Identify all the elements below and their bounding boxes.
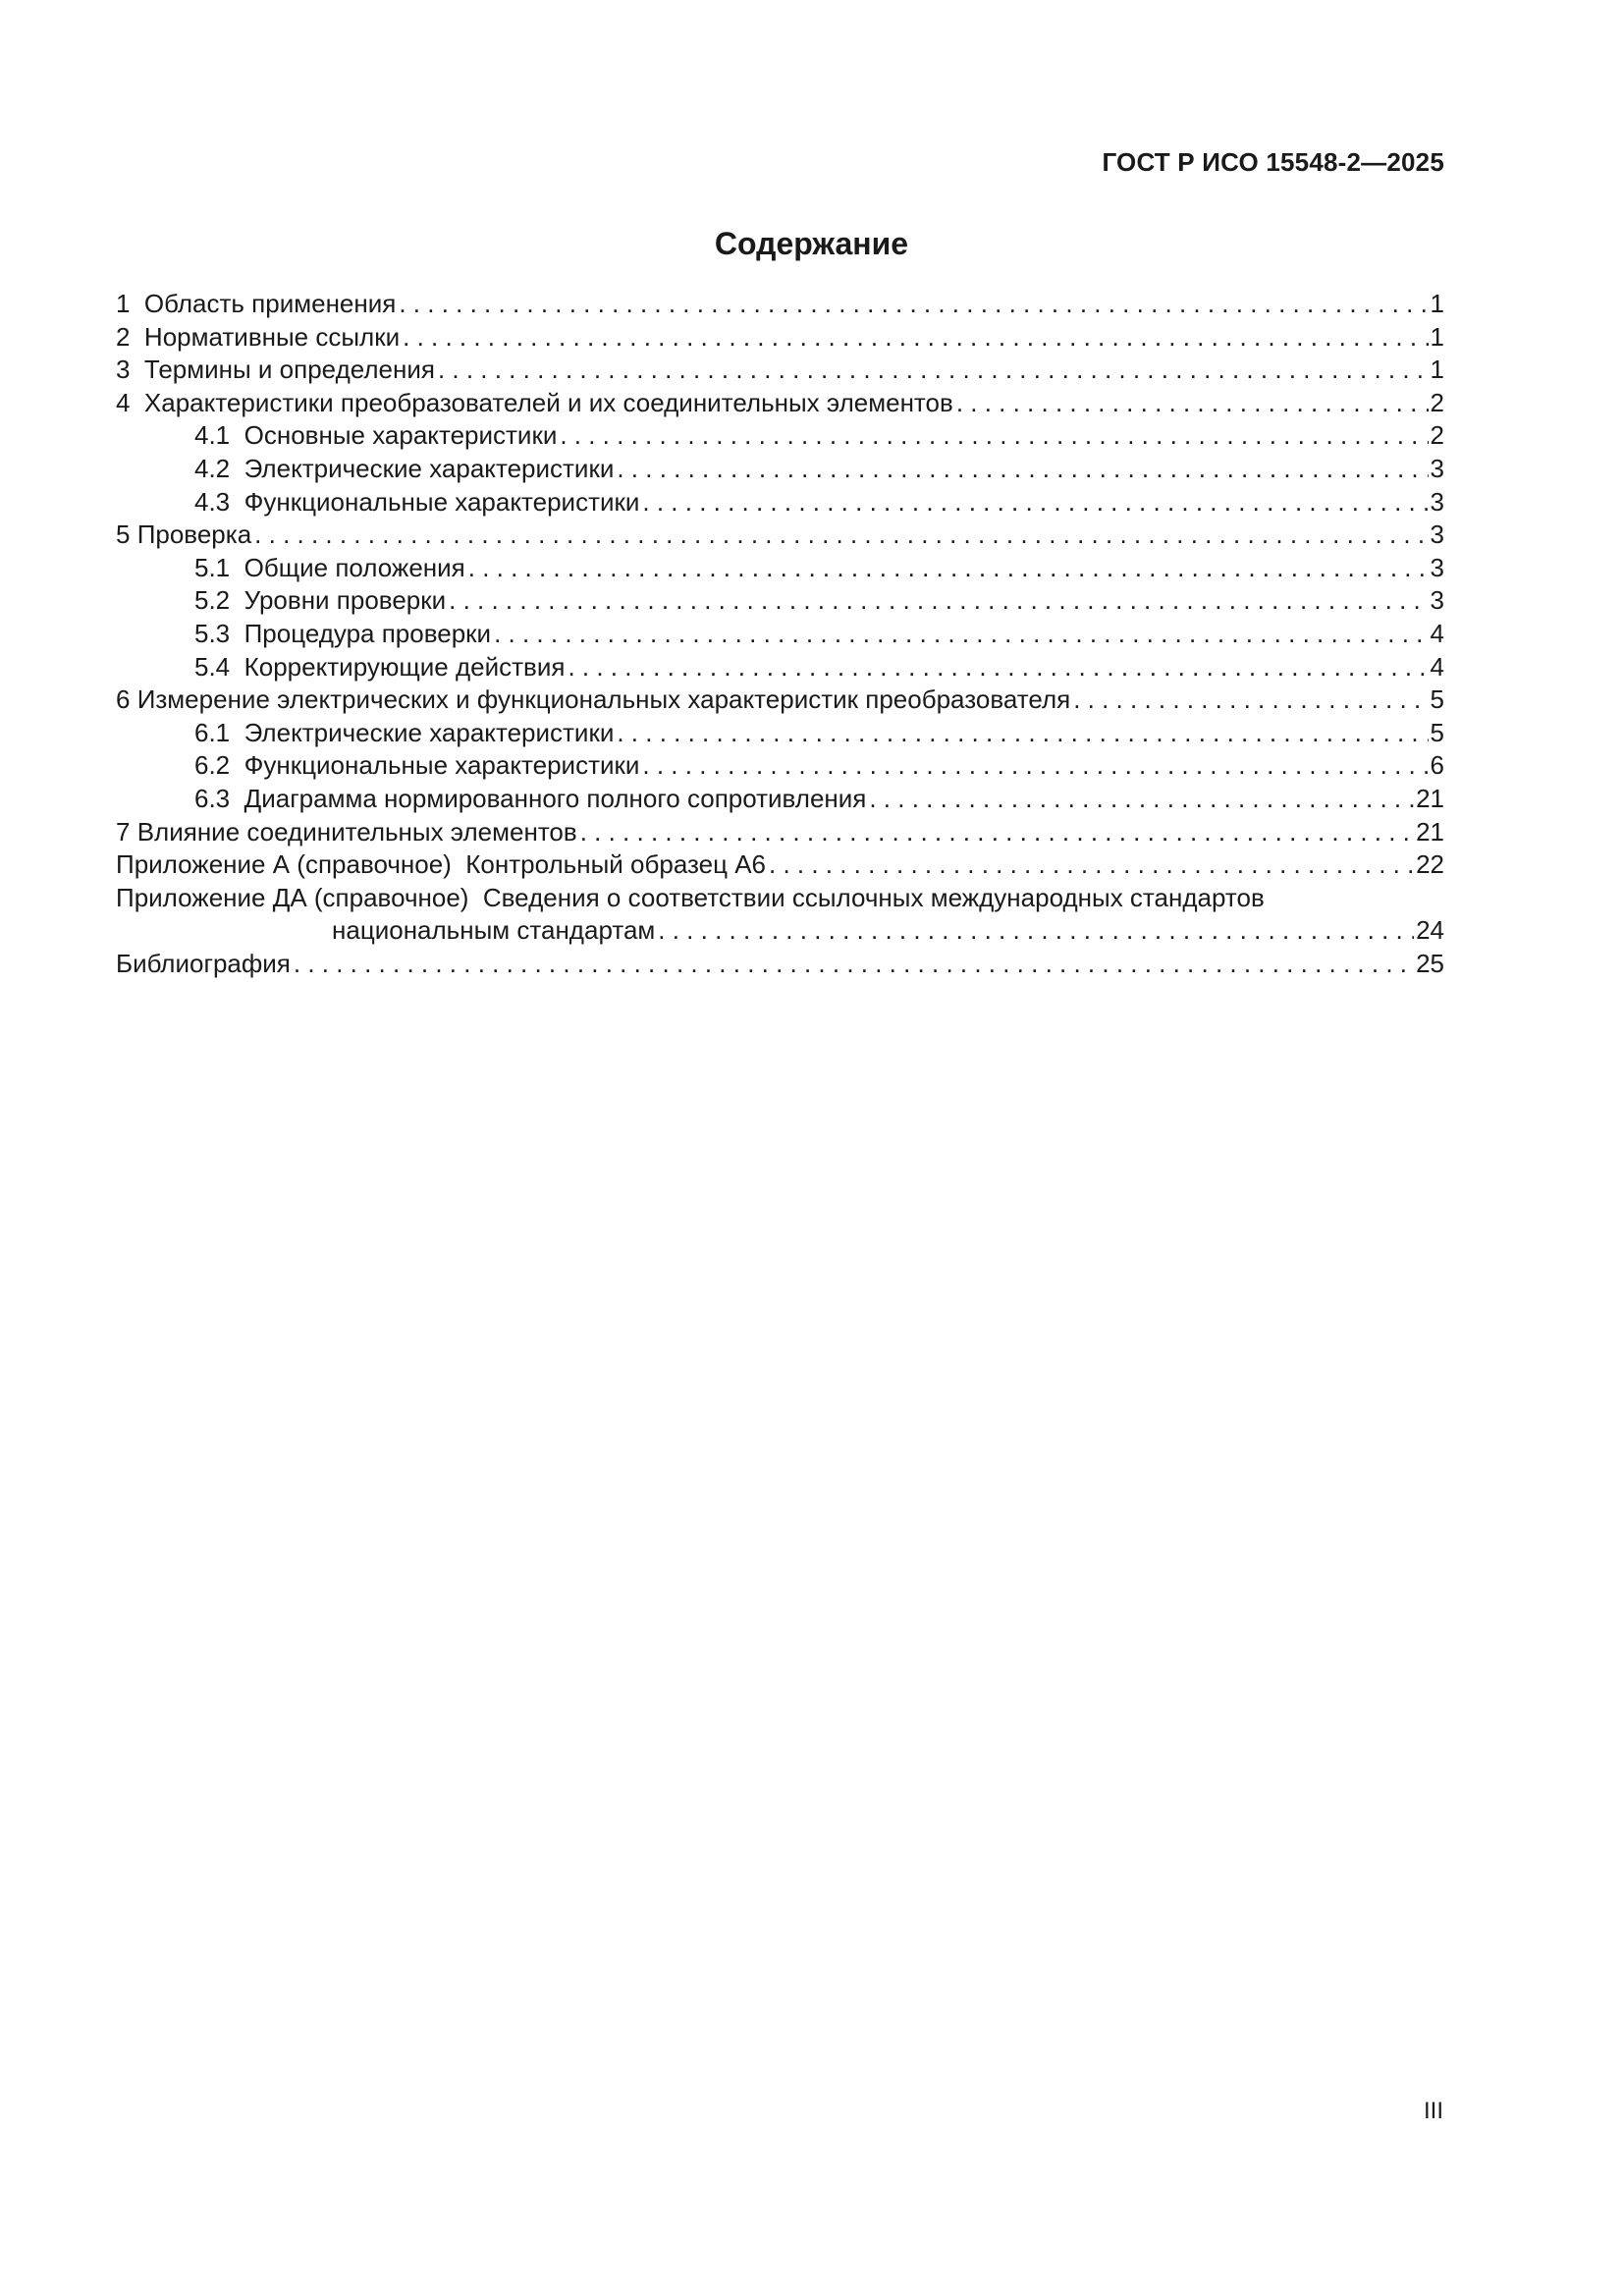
toc-entry-number: 4.2 (194, 453, 231, 483)
toc-leader-dots (494, 618, 1428, 651)
toc-entry-label: Термины и определения (143, 355, 435, 385)
toc-entry-number: 6.1 (194, 717, 231, 747)
toc-leader-dots (468, 552, 1429, 585)
toc-entry-annex-a[interactable] (116, 848, 1444, 882)
toc-subentry[interactable] (116, 453, 1444, 486)
toc-subentry[interactable] (116, 486, 1444, 519)
toc-entry-page: 25 (1416, 948, 1444, 978)
toc-leader-dots (658, 914, 1414, 948)
toc-entry-page: 3 (1430, 519, 1444, 550)
toc-leader-dots (869, 783, 1414, 816)
toc-entry-number: 5.2 (194, 585, 231, 616)
toc-entry-annex-da[interactable] (116, 882, 1444, 915)
toc-entry-number: 5.4 (194, 651, 231, 682)
toc-entry-page: 2 (1430, 420, 1444, 451)
toc-entry-number: 5.1 (194, 552, 231, 582)
toc-entry-page: 3 (1430, 453, 1444, 483)
page-number: III (1423, 2098, 1443, 2124)
toc-entry[interactable] (116, 354, 1444, 387)
toc-entry-page: 21 (1416, 783, 1444, 813)
toc-entry-page: 2 (1430, 387, 1444, 417)
toc-entry-page: 3 (1430, 552, 1444, 582)
toc-leader-dots (568, 651, 1428, 684)
toc-entry-number: 5.3 (194, 618, 231, 648)
toc-leader-dots (642, 749, 1428, 783)
toc-leader-dots (294, 948, 1414, 981)
toc-leader-dots (617, 717, 1428, 750)
toc-entry-label: Функциональные характеристики (243, 750, 640, 781)
toc-entry-page: 3 (1430, 585, 1444, 616)
toc-leader-dots (617, 453, 1428, 486)
toc-leader-dots (438, 354, 1429, 387)
toc-entry-page: 3 (1430, 486, 1444, 517)
toc-entry-number: 7 (116, 816, 131, 847)
toc-leader-dots (956, 387, 1429, 420)
toc-entry[interactable] (116, 683, 1444, 717)
toc-leader-dots (449, 584, 1428, 618)
toc-entry-page: 24 (1416, 915, 1444, 946)
toc-entry-label: Общие положения (243, 552, 465, 582)
toc-entry-page: 1 (1430, 321, 1444, 352)
toc-entry-page: 21 (1416, 816, 1444, 847)
toc-entry-label: Приложение ДА (справочное) Сведения о соответствии ссылочных международных стандартов (116, 882, 1265, 912)
toc-subentry[interactable] (116, 618, 1444, 651)
toc-entry-label: Приложение А (справочное) Контрольный образец А6 (116, 849, 766, 880)
toc-entry-number: 6.2 (194, 750, 231, 781)
toc-entry-label: Измерение электрических и функциональных характеристик преобразователя (136, 684, 1071, 715)
toc-entry[interactable] (116, 519, 1444, 552)
toc-leader-dots (642, 486, 1428, 519)
toc-subentry[interactable] (116, 651, 1444, 684)
toc-entry-page: 22 (1416, 849, 1444, 880)
toc-entry-number: 4.3 (194, 486, 231, 517)
toc-entry-label: Диаграмма нормированного полного сопротивления (243, 783, 867, 813)
toc-entry-number: 4 (116, 387, 131, 417)
toc-subentry[interactable] (116, 584, 1444, 618)
toc-entry[interactable] (116, 321, 1444, 355)
toc-entry-bibliography[interactable] (116, 948, 1444, 981)
toc-entry-label: Электрические характеристики (243, 717, 615, 747)
toc-entry-page: 1 (1430, 355, 1444, 385)
toc-entry-page: 4 (1430, 618, 1444, 648)
toc-entry-label: Электрические характеристики (243, 453, 615, 483)
table-of-contents (116, 288, 1444, 980)
toc-entry-page: 1 (1430, 289, 1444, 318)
toc-leader-dots (580, 816, 1414, 849)
toc-leader-dots (403, 321, 1428, 355)
toc-title: Содержание (714, 226, 909, 261)
toc-entry[interactable] (116, 387, 1444, 420)
toc-entry-page: 5 (1430, 717, 1444, 747)
toc-entry-page: 4 (1430, 651, 1444, 682)
document-code: ГОСТ Р ИСО 15548-2—2025 (1102, 147, 1444, 177)
toc-leader-dots (769, 848, 1414, 882)
toc-entry-number: 6.3 (194, 783, 231, 813)
toc-entry-label: Проверка (136, 519, 252, 550)
toc-entry-label: Влияние соединительных элементов (136, 816, 577, 847)
toc-entry[interactable] (116, 288, 1444, 321)
toc-subentry[interactable] (116, 552, 1444, 585)
toc-entry-label: Функциональные характеристики (243, 486, 640, 517)
toc-subentry[interactable] (116, 749, 1444, 783)
toc-entry-number: 5 (116, 519, 131, 550)
toc-entry-number: 2 (116, 321, 131, 352)
toc-entry-annex-da-continuation[interactable] (116, 914, 1444, 948)
toc-subentry[interactable] (116, 419, 1444, 453)
toc-entry-label: Основные характеристики (243, 420, 558, 451)
toc-entry-label: Нормативные ссылки (143, 321, 401, 352)
toc-entry[interactable] (116, 816, 1444, 849)
toc-entry-label: Библиография (116, 948, 291, 978)
toc-entry-label-continuation: национальным стандартам (332, 915, 656, 946)
toc-entry-number: 4.1 (194, 420, 231, 451)
toc-entry-page: 5 (1430, 684, 1444, 715)
toc-subentry[interactable] (116, 717, 1444, 750)
toc-entry-label: Процедура проверки (243, 618, 492, 648)
toc-entry-number: 1 (116, 289, 131, 318)
toc-subentry[interactable] (116, 783, 1444, 816)
toc-entry-number: 3 (116, 355, 131, 385)
toc-leader-dots (560, 419, 1428, 453)
toc-entry-label: Характеристики преобразователей и их соединительных элементов (143, 387, 953, 417)
toc-entry-number: 6 (116, 684, 131, 715)
toc-leader-dots (1073, 683, 1428, 717)
toc-entry-label: Корректирующие действия (243, 651, 566, 682)
toc-entry-label: Уровни проверки (243, 585, 447, 616)
toc-entry-label: Область применения (143, 289, 397, 318)
toc-leader-dots (399, 288, 1428, 321)
toc-entry-page: 6 (1430, 750, 1444, 781)
toc-leader-dots (254, 519, 1428, 552)
